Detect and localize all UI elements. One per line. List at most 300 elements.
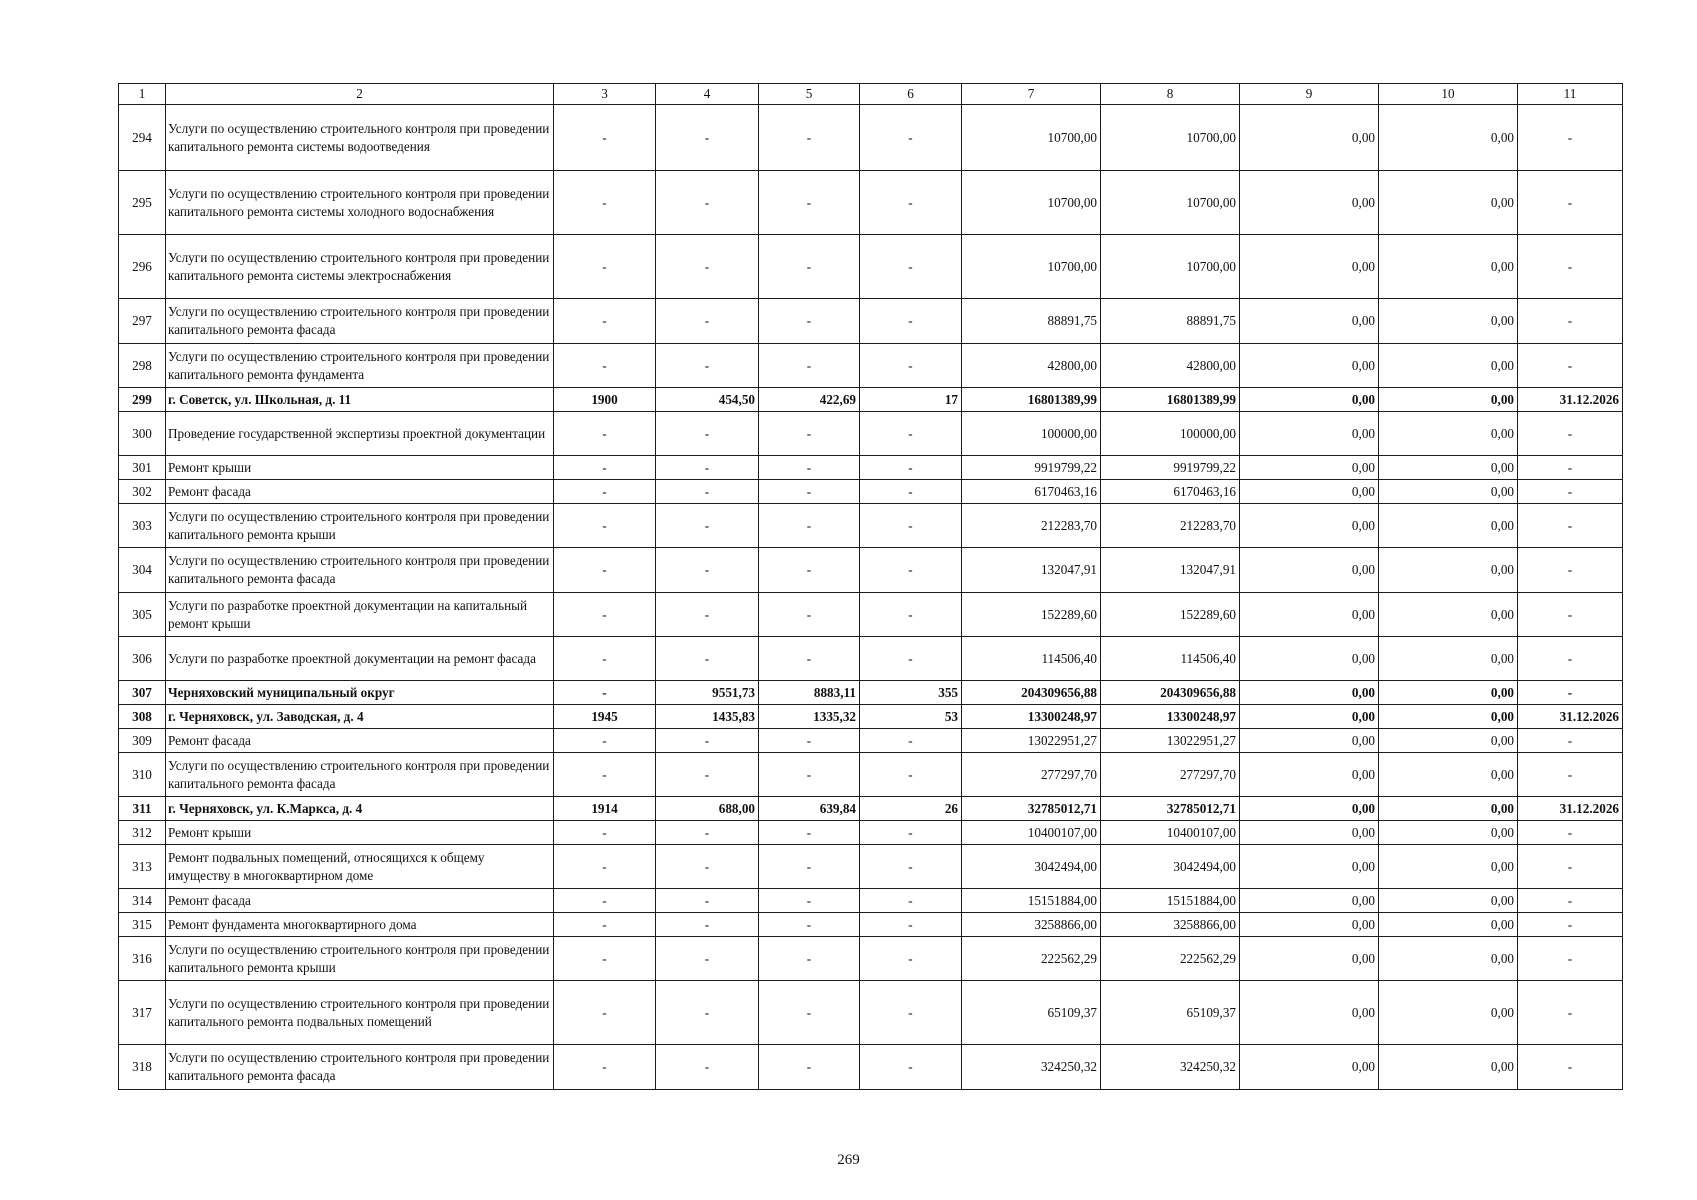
cell-col-6: - — [860, 845, 962, 889]
cell-col-6: - — [860, 729, 962, 753]
cell-col-11: - — [1518, 593, 1623, 637]
cell-col-4: - — [656, 913, 759, 937]
cell-col-4: - — [656, 235, 759, 299]
cell-col-6: - — [860, 1045, 962, 1090]
row-number-cell: 302 — [119, 480, 166, 504]
cell-col-9: 0,00 — [1240, 821, 1379, 845]
item-name-cell: Услуги по осуществлению строительного контроля при проведении капитального ремонта системы водоотведения — [166, 105, 554, 171]
cell-col-5: - — [759, 913, 860, 937]
item-name-cell: Проведение государственной экспертизы проектной документации — [166, 412, 554, 456]
row-number-cell: 295 — [119, 171, 166, 235]
cell-col-10: 0,00 — [1379, 344, 1518, 388]
cell-col-7: 6170463,16 — [962, 480, 1101, 504]
cell-col-10: 0,00 — [1379, 981, 1518, 1045]
table-row — [119, 913, 1623, 937]
cell-col-11: - — [1518, 171, 1623, 235]
cell-col-10: 0,00 — [1379, 388, 1518, 412]
cell-col-8: 3258866,00 — [1101, 913, 1240, 937]
cell-col-9: 0,00 — [1240, 845, 1379, 889]
cell-col-9: 0,00 — [1240, 456, 1379, 480]
cell-col-11: 31.12.2026 — [1518, 797, 1623, 821]
table-row — [119, 681, 1623, 705]
cell-col-8: 13022951,27 — [1101, 729, 1240, 753]
cell-col-6: - — [860, 456, 962, 480]
cell-col-10: 0,00 — [1379, 937, 1518, 981]
cell-col-10: 0,00 — [1379, 412, 1518, 456]
cell-col-7: 15151884,00 — [962, 889, 1101, 913]
item-name-cell: Услуги по осуществлению строительного контроля при проведении капитального ремонта системы электроснабжения — [166, 235, 554, 299]
cell-col-7: 10700,00 — [962, 235, 1101, 299]
cell-col-7: 277297,70 — [962, 753, 1101, 797]
column-header-4: 4 — [656, 84, 759, 105]
cell-col-10: 0,00 — [1379, 797, 1518, 821]
cell-col-5: - — [759, 729, 860, 753]
cell-col-9: 0,00 — [1240, 412, 1379, 456]
table-row — [119, 1045, 1623, 1090]
cell-col-9: 0,00 — [1240, 889, 1379, 913]
page-number: 269 — [837, 1152, 860, 1168]
cell-col-8: 132047,91 — [1101, 548, 1240, 593]
item-name-cell: Услуги по разработке проектной документации на капитальный ремонт крыши — [166, 593, 554, 637]
cell-col-5: - — [759, 344, 860, 388]
cell-col-7: 222562,29 — [962, 937, 1101, 981]
cell-col-8: 10400107,00 — [1101, 821, 1240, 845]
row-number-cell: 306 — [119, 637, 166, 681]
column-header-2: 2 — [166, 84, 554, 105]
item-name-cell: Ремонт фасада — [166, 889, 554, 913]
cell-col-8: 100000,00 — [1101, 412, 1240, 456]
cell-col-4: - — [656, 845, 759, 889]
cell-col-5: 8883,11 — [759, 681, 860, 705]
cell-col-11: - — [1518, 913, 1623, 937]
cell-col-4: - — [656, 504, 759, 548]
row-number-cell: 305 — [119, 593, 166, 637]
cell-col-9: 0,00 — [1240, 797, 1379, 821]
cell-col-8: 324250,32 — [1101, 1045, 1240, 1090]
cell-col-6: 53 — [860, 705, 962, 729]
cell-col-6: - — [860, 412, 962, 456]
item-name-cell: Ремонт фундамента многоквартирного дома — [166, 913, 554, 937]
cell-col-3: - — [554, 681, 656, 705]
item-name-cell: Черняховский муниципальный округ — [166, 681, 554, 705]
row-number-cell: 312 — [119, 821, 166, 845]
row-number-cell: 314 — [119, 889, 166, 913]
cell-col-9: 0,00 — [1240, 105, 1379, 171]
cell-col-9: 0,00 — [1240, 637, 1379, 681]
cell-col-5: 1335,32 — [759, 705, 860, 729]
row-number-cell: 304 — [119, 548, 166, 593]
item-name-cell: г. Черняховск, ул. К.Маркса, д. 4 — [166, 797, 554, 821]
cell-col-11: - — [1518, 504, 1623, 548]
cell-col-3: 1945 — [554, 705, 656, 729]
row-number-cell: 298 — [119, 344, 166, 388]
table-row — [119, 548, 1623, 593]
cell-col-5: - — [759, 171, 860, 235]
cell-col-6: - — [860, 821, 962, 845]
cell-col-4: - — [656, 412, 759, 456]
cell-col-5: - — [759, 504, 860, 548]
item-name-cell: Ремонт фасада — [166, 729, 554, 753]
cell-col-5: - — [759, 456, 860, 480]
cell-col-10: 0,00 — [1379, 1045, 1518, 1090]
cell-col-4: - — [656, 171, 759, 235]
cell-col-6: - — [860, 344, 962, 388]
cell-col-7: 16801389,99 — [962, 388, 1101, 412]
cell-col-7: 3258866,00 — [962, 913, 1101, 937]
cell-col-8: 16801389,99 — [1101, 388, 1240, 412]
item-name-cell: Услуги по осуществлению строительного контроля при проведении капитального ремонта крыши — [166, 504, 554, 548]
cell-col-8: 10700,00 — [1101, 171, 1240, 235]
item-name-cell: Услуги по осуществлению строительного контроля при проведении капитального ремонта фасада — [166, 299, 554, 344]
cell-col-4: - — [656, 937, 759, 981]
table-row — [119, 821, 1623, 845]
column-header-9: 9 — [1240, 84, 1379, 105]
cell-col-8: 13300248,97 — [1101, 705, 1240, 729]
cell-col-11: - — [1518, 729, 1623, 753]
cell-col-10: 0,00 — [1379, 753, 1518, 797]
column-header-10: 10 — [1379, 84, 1518, 105]
cell-col-6: - — [860, 548, 962, 593]
row-number-cell: 318 — [119, 1045, 166, 1090]
cell-col-3: - — [554, 729, 656, 753]
cell-col-8: 277297,70 — [1101, 753, 1240, 797]
cell-col-11: - — [1518, 753, 1623, 797]
cell-col-8: 204309656,88 — [1101, 681, 1240, 705]
cell-col-7: 3042494,00 — [962, 845, 1101, 889]
cell-col-4: - — [656, 548, 759, 593]
cell-col-3: - — [554, 889, 656, 913]
cell-col-9: 0,00 — [1240, 981, 1379, 1045]
cell-col-5: - — [759, 299, 860, 344]
cell-col-7: 32785012,71 — [962, 797, 1101, 821]
cell-col-4: - — [656, 729, 759, 753]
table-row — [119, 937, 1623, 981]
row-number-cell: 299 — [119, 388, 166, 412]
table-row — [119, 593, 1623, 637]
cell-col-6: 26 — [860, 797, 962, 821]
cell-col-7: 324250,32 — [962, 1045, 1101, 1090]
item-name-cell: Ремонт крыши — [166, 456, 554, 480]
cell-col-7: 13300248,97 — [962, 705, 1101, 729]
table-row — [119, 344, 1623, 388]
cell-col-3: - — [554, 981, 656, 1045]
cell-col-3: - — [554, 637, 656, 681]
cell-col-3: - — [554, 845, 656, 889]
table-row — [119, 171, 1623, 235]
cell-col-11: - — [1518, 344, 1623, 388]
cell-col-4: - — [656, 889, 759, 913]
cell-col-10: 0,00 — [1379, 105, 1518, 171]
cell-col-7: 65109,37 — [962, 981, 1101, 1045]
cell-col-3: - — [554, 504, 656, 548]
cell-col-4: - — [656, 480, 759, 504]
cell-col-8: 42800,00 — [1101, 344, 1240, 388]
cell-col-11: 31.12.2026 — [1518, 705, 1623, 729]
cell-col-9: 0,00 — [1240, 705, 1379, 729]
cell-col-10: 0,00 — [1379, 548, 1518, 593]
table-row — [119, 729, 1623, 753]
cell-col-11: - — [1518, 480, 1623, 504]
cell-col-4: 688,00 — [656, 797, 759, 821]
cell-col-8: 88891,75 — [1101, 299, 1240, 344]
cell-col-11: - — [1518, 412, 1623, 456]
cell-col-3: - — [554, 412, 656, 456]
table-row — [119, 480, 1623, 504]
cell-col-5: - — [759, 593, 860, 637]
row-number-cell: 294 — [119, 105, 166, 171]
row-number-cell: 307 — [119, 681, 166, 705]
cell-col-5: - — [759, 937, 860, 981]
cell-col-4: 454,50 — [656, 388, 759, 412]
cell-col-9: 0,00 — [1240, 548, 1379, 593]
column-header-3: 3 — [554, 84, 656, 105]
cell-col-6: - — [860, 637, 962, 681]
table-row — [119, 797, 1623, 821]
cell-col-4: - — [656, 821, 759, 845]
cell-col-10: 0,00 — [1379, 681, 1518, 705]
cell-col-6: - — [860, 981, 962, 1045]
cell-col-10: 0,00 — [1379, 480, 1518, 504]
cell-col-9: 0,00 — [1240, 681, 1379, 705]
cell-col-3: - — [554, 913, 656, 937]
cell-col-3: - — [554, 299, 656, 344]
cell-col-11: - — [1518, 456, 1623, 480]
cell-col-3: - — [554, 753, 656, 797]
item-name-cell: Услуги по разработке проектной документации на ремонт фасада — [166, 637, 554, 681]
cell-col-7: 10400107,00 — [962, 821, 1101, 845]
cell-col-5: - — [759, 821, 860, 845]
table-row — [119, 753, 1623, 797]
cell-col-9: 0,00 — [1240, 235, 1379, 299]
table-row — [119, 705, 1623, 729]
row-number-cell: 310 — [119, 753, 166, 797]
row-number-cell: 313 — [119, 845, 166, 889]
cell-col-10: 0,00 — [1379, 235, 1518, 299]
cell-col-9: 0,00 — [1240, 504, 1379, 548]
cell-col-11: - — [1518, 299, 1623, 344]
column-header-8: 8 — [1101, 84, 1240, 105]
cell-col-3: - — [554, 105, 656, 171]
cell-col-11: - — [1518, 105, 1623, 171]
row-number-cell: 296 — [119, 235, 166, 299]
cell-col-5: - — [759, 105, 860, 171]
cell-col-10: 0,00 — [1379, 299, 1518, 344]
row-number-cell: 308 — [119, 705, 166, 729]
cell-col-3: - — [554, 593, 656, 637]
cell-col-9: 0,00 — [1240, 593, 1379, 637]
cell-col-10: 0,00 — [1379, 845, 1518, 889]
cell-col-6: - — [860, 235, 962, 299]
row-number-cell: 317 — [119, 981, 166, 1045]
cell-col-7: 212283,70 — [962, 504, 1101, 548]
cell-col-11: - — [1518, 637, 1623, 681]
cell-col-5: - — [759, 412, 860, 456]
cell-col-6: - — [860, 299, 962, 344]
cell-col-11: - — [1518, 981, 1623, 1045]
cell-col-6: 17 — [860, 388, 962, 412]
cell-col-7: 100000,00 — [962, 412, 1101, 456]
item-name-cell: Ремонт фасада — [166, 480, 554, 504]
table-row — [119, 412, 1623, 456]
cell-col-8: 152289,60 — [1101, 593, 1240, 637]
cell-col-7: 204309656,88 — [962, 681, 1101, 705]
cell-col-8: 3042494,00 — [1101, 845, 1240, 889]
row-number-cell: 300 — [119, 412, 166, 456]
cell-col-5: - — [759, 548, 860, 593]
cell-col-5: - — [759, 637, 860, 681]
cell-col-8: 65109,37 — [1101, 981, 1240, 1045]
cell-col-9: 0,00 — [1240, 299, 1379, 344]
cell-col-7: 88891,75 — [962, 299, 1101, 344]
column-header-5: 5 — [759, 84, 860, 105]
cell-col-7: 13022951,27 — [962, 729, 1101, 753]
cell-col-5: - — [759, 889, 860, 913]
cell-col-9: 0,00 — [1240, 937, 1379, 981]
cell-col-7: 42800,00 — [962, 344, 1101, 388]
cell-col-9: 0,00 — [1240, 388, 1379, 412]
cell-col-5: - — [759, 845, 860, 889]
cell-col-6: - — [860, 105, 962, 171]
cell-col-7: 10700,00 — [962, 171, 1101, 235]
table-row — [119, 456, 1623, 480]
cell-col-10: 0,00 — [1379, 889, 1518, 913]
table-row — [119, 637, 1623, 681]
cell-col-3: - — [554, 171, 656, 235]
table-row — [119, 235, 1623, 299]
table-row — [119, 388, 1623, 412]
item-name-cell: г. Черняховск, ул. Заводская, д. 4 — [166, 705, 554, 729]
row-number-cell: 301 — [119, 456, 166, 480]
cell-col-6: - — [860, 937, 962, 981]
cell-col-10: 0,00 — [1379, 456, 1518, 480]
cell-col-4: - — [656, 753, 759, 797]
cell-col-9: 0,00 — [1240, 171, 1379, 235]
cell-col-4: 1435,83 — [656, 705, 759, 729]
column-header-11: 11 — [1518, 84, 1623, 105]
cell-col-11: - — [1518, 889, 1623, 913]
cell-col-3: 1900 — [554, 388, 656, 412]
item-name-cell: Услуги по осуществлению строительного контроля при проведении капитального ремонта подвальных помещений — [166, 981, 554, 1045]
cell-col-6: - — [860, 480, 962, 504]
cell-col-11: - — [1518, 235, 1623, 299]
cell-col-4: - — [656, 456, 759, 480]
cell-col-4: - — [656, 1045, 759, 1090]
cell-col-4: - — [656, 299, 759, 344]
cell-col-3: - — [554, 821, 656, 845]
data-table — [118, 83, 1623, 1090]
cell-col-10: 0,00 — [1379, 171, 1518, 235]
cell-col-6: 355 — [860, 681, 962, 705]
cell-col-10: 0,00 — [1379, 729, 1518, 753]
cell-col-9: 0,00 — [1240, 729, 1379, 753]
item-name-cell: Услуги по осуществлению строительного контроля при проведении капитального ремонта крыши — [166, 937, 554, 981]
cell-col-8: 32785012,71 — [1101, 797, 1240, 821]
cell-col-8: 9919799,22 — [1101, 456, 1240, 480]
cell-col-5: 639,84 — [759, 797, 860, 821]
cell-col-4: - — [656, 637, 759, 681]
cell-col-3: - — [554, 480, 656, 504]
cell-col-8: 114506,40 — [1101, 637, 1240, 681]
row-number-cell: 311 — [119, 797, 166, 821]
cell-col-7: 114506,40 — [962, 637, 1101, 681]
item-name-cell: Ремонт крыши — [166, 821, 554, 845]
row-number-cell: 315 — [119, 913, 166, 937]
row-number-cell: 309 — [119, 729, 166, 753]
column-header-6: 6 — [860, 84, 962, 105]
cell-col-7: 10700,00 — [962, 105, 1101, 171]
row-number-cell: 297 — [119, 299, 166, 344]
table-body — [119, 105, 1623, 1090]
header-row — [119, 84, 1623, 105]
cell-col-6: - — [860, 913, 962, 937]
cell-col-6: - — [860, 504, 962, 548]
item-name-cell: Услуги по осуществлению строительного контроля при проведении капитального ремонта фасада — [166, 548, 554, 593]
cell-col-11: - — [1518, 821, 1623, 845]
cell-col-9: 0,00 — [1240, 1045, 1379, 1090]
item-name-cell: Ремонт подвальных помещений, относящихся к общему имуществу в многоквартирном доме — [166, 845, 554, 889]
cell-col-9: 0,00 — [1240, 753, 1379, 797]
cell-col-6: - — [860, 889, 962, 913]
cell-col-11: 31.12.2026 — [1518, 388, 1623, 412]
cell-col-6: - — [860, 753, 962, 797]
cell-col-3: - — [554, 1045, 656, 1090]
cell-col-7: 9919799,22 — [962, 456, 1101, 480]
cell-col-10: 0,00 — [1379, 593, 1518, 637]
cell-col-10: 0,00 — [1379, 504, 1518, 548]
table-row — [119, 889, 1623, 913]
cell-col-9: 0,00 — [1240, 913, 1379, 937]
cell-col-4: - — [656, 105, 759, 171]
cell-col-9: 0,00 — [1240, 480, 1379, 504]
cell-col-10: 0,00 — [1379, 821, 1518, 845]
cell-col-3: - — [554, 548, 656, 593]
cell-col-4: - — [656, 981, 759, 1045]
cell-col-3: - — [554, 456, 656, 480]
cell-col-8: 212283,70 — [1101, 504, 1240, 548]
cell-col-4: - — [656, 344, 759, 388]
cell-col-5: - — [759, 235, 860, 299]
table-row — [119, 981, 1623, 1045]
cell-col-8: 15151884,00 — [1101, 889, 1240, 913]
item-name-cell: г. Советск, ул. Школьная, д. 11 — [166, 388, 554, 412]
cell-col-4: - — [656, 593, 759, 637]
cell-col-9: 0,00 — [1240, 344, 1379, 388]
column-header-7: 7 — [962, 84, 1101, 105]
cell-col-8: 6170463,16 — [1101, 480, 1240, 504]
cell-col-5: - — [759, 981, 860, 1045]
cell-col-7: 152289,60 — [962, 593, 1101, 637]
cell-col-8: 10700,00 — [1101, 105, 1240, 171]
item-name-cell: Услуги по осуществлению строительного контроля при проведении капитального ремонта фасада — [166, 753, 554, 797]
table-row — [119, 299, 1623, 344]
cell-col-5: 422,69 — [759, 388, 860, 412]
cell-col-8: 222562,29 — [1101, 937, 1240, 981]
column-header-1: 1 — [119, 84, 166, 105]
cell-col-3: 1914 — [554, 797, 656, 821]
cell-col-6: - — [860, 171, 962, 235]
cell-col-5: - — [759, 480, 860, 504]
cell-col-11: - — [1518, 1045, 1623, 1090]
cell-col-11: - — [1518, 681, 1623, 705]
cell-col-8: 10700,00 — [1101, 235, 1240, 299]
table-row — [119, 845, 1623, 889]
cell-col-4: 9551,73 — [656, 681, 759, 705]
cell-col-3: - — [554, 344, 656, 388]
table-row — [119, 504, 1623, 548]
cell-col-7: 132047,91 — [962, 548, 1101, 593]
cell-col-10: 0,00 — [1379, 913, 1518, 937]
cell-col-11: - — [1518, 548, 1623, 593]
